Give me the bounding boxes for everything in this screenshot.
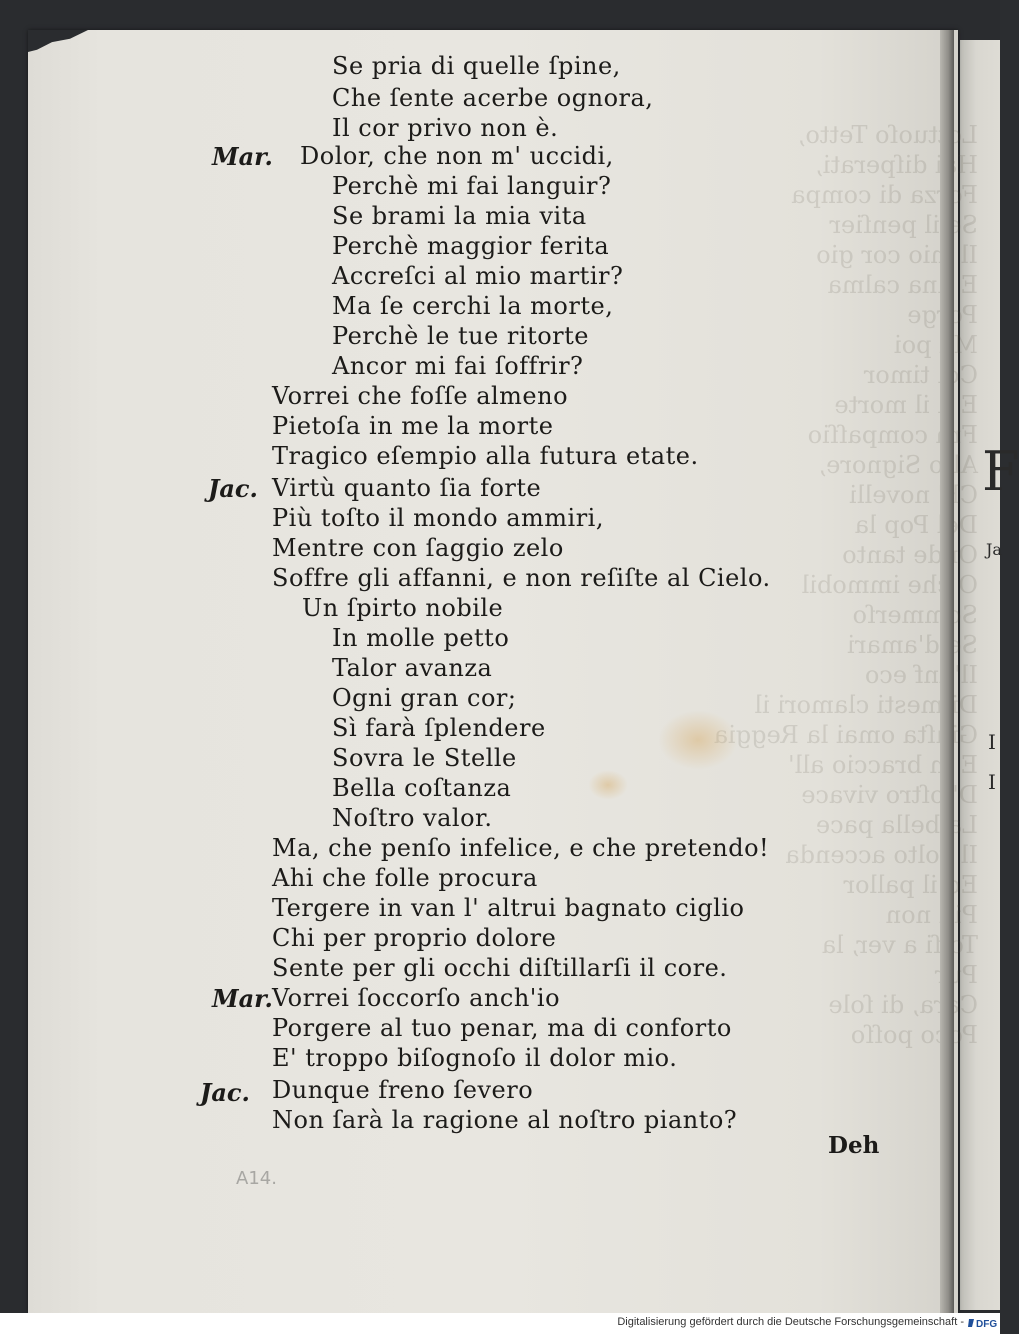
verse-line: Non ſarà la ragione al noſtro pianto? bbox=[272, 1106, 738, 1134]
verse-line: Talor avanza bbox=[332, 654, 493, 682]
verse-line: Dunque freno ſevero bbox=[272, 1076, 534, 1104]
verse-line: Sente per gli occhi diſtillarſi il core. bbox=[272, 954, 728, 982]
pencil-annotation: A14. bbox=[236, 1168, 277, 1189]
foxing-stain bbox=[658, 710, 738, 770]
verse-line: Se brami la mia vita bbox=[332, 202, 587, 230]
speaker-label: Jac. bbox=[208, 474, 258, 503]
speaker-label: Mar. bbox=[212, 142, 273, 171]
verse-line: Dolor, che non m' uccidi, bbox=[300, 142, 614, 170]
verse-line: Perchè mi fai languir? bbox=[332, 172, 612, 200]
digitization-footer bbox=[0, 1313, 1000, 1334]
verse-line: Il cor privo non è. bbox=[332, 114, 559, 142]
verse-line: Perchè maggior ferita bbox=[332, 232, 610, 260]
footer-credit: Digitalisierung gefördert durch die Deutsche Forschungsgemeinschaft - bbox=[617, 1316, 964, 1328]
dfg-logo-text: DFG bbox=[976, 1319, 998, 1330]
verse-line: Sovra le Stelle bbox=[332, 744, 517, 772]
facing-page-glyph: Ja bbox=[986, 540, 1002, 559]
verse-line: Ma, che penſo infelice, e che pretendo! bbox=[272, 834, 770, 862]
verse-line: Un ſpirto nobile bbox=[302, 594, 504, 622]
verse-line: Chi per proprio dolore bbox=[272, 924, 557, 952]
verse-line: Noſtro valor. bbox=[332, 804, 493, 832]
bleed-through-text: Lottuoſo Tetto, Hai diſperati, di compa il penſier mio cor gio una calma poi Col timor il morte Fra compaſſio Signore, Ch' novelli Del Pop la tanto che immobil Sommerſo d'amari inf eco mesti clamori il omai la Reggia braccio all' oſtro vivace bella pace volto accenda il pallor non a ver, la Pur di ſole poſſo bbox=[713, 121, 978, 1049]
verse-line: Virtù quanto ſia forte bbox=[272, 474, 542, 502]
verse-line: Perchè le tue ritorte bbox=[332, 322, 589, 350]
catchword: Deh bbox=[828, 1132, 880, 1159]
verse-line: Mentre con ſaggio zelo bbox=[272, 534, 564, 562]
page-gutter bbox=[940, 30, 954, 1313]
verse-line: Vorrei che foſſe almeno bbox=[272, 382, 569, 410]
verse-line: Più toſto il mondo ammiri, bbox=[272, 504, 604, 532]
verse-line: Se pria di quelle ſpine, bbox=[332, 52, 621, 80]
speaker-label: Mar. bbox=[212, 984, 273, 1013]
facing-page-glyph: I bbox=[988, 770, 996, 794]
facing-page-glyph: F bbox=[982, 440, 1019, 503]
dfg-logo-icon bbox=[968, 1316, 998, 1330]
verse-line: Ma ſe cerchi la morte, bbox=[332, 292, 614, 320]
verse-line: Ogni gran cor; bbox=[332, 684, 517, 712]
verse-line: Tergere in van l' altrui bagnato ciglio bbox=[272, 894, 745, 922]
verse-line: Pietoſa in me la morte bbox=[272, 412, 554, 440]
facing-page-edge bbox=[960, 40, 1019, 1310]
verse-line: Porgere al tuo penar, ma di conforto bbox=[272, 1014, 732, 1042]
verse-line: Vorrei ſoccorſo anch'io bbox=[272, 984, 561, 1012]
verse-line: Accreſci al mio martir? bbox=[332, 262, 624, 290]
speaker-label: Jac. bbox=[200, 1078, 250, 1107]
verse-line: Soffre gli affanni, e non reſiſte al Cielo. bbox=[272, 564, 771, 592]
verse-line: E' troppo biſognoſo il dolor mio. bbox=[272, 1044, 678, 1072]
verse-line: In molle petto bbox=[332, 624, 510, 652]
facing-page-glyph: I bbox=[988, 730, 996, 754]
verse-line: Ancor mi fai ſoffrir? bbox=[332, 352, 584, 380]
verse-line: Sì farà ſplendere bbox=[332, 714, 546, 742]
verse-line: Tragico eſempio alla futura etate. bbox=[272, 442, 699, 470]
verse-line: Che ſente acerbe ognora, bbox=[332, 84, 654, 112]
verse-line: Ahi che folle procura bbox=[272, 864, 538, 892]
verse-line: Bella coſtanza bbox=[332, 774, 512, 802]
foxing-stain bbox=[588, 770, 628, 800]
